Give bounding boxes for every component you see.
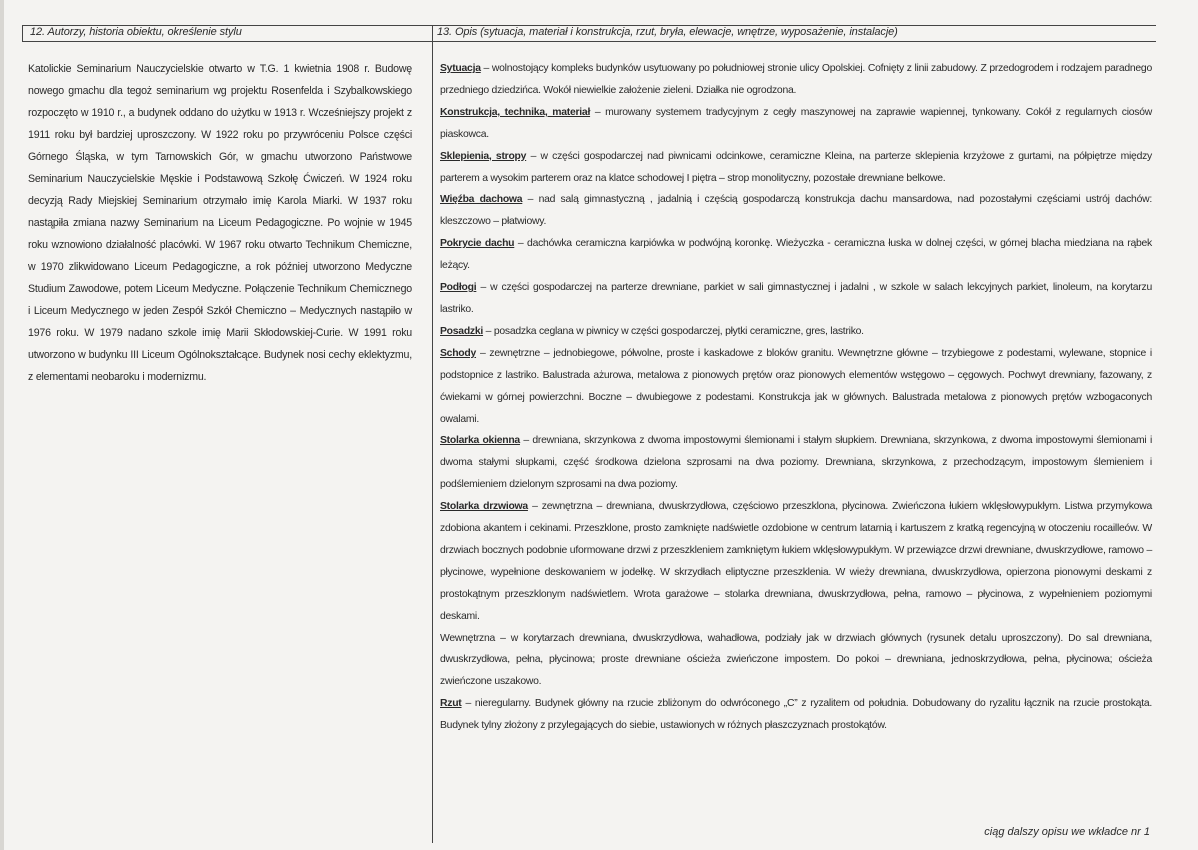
section-text: Wewnętrzna – w korytarzach drewniana, dwuskrzydłowa, wahadłowa, podziały jak w drzwiach głównych (rysunek detalu uproszczony). Do sal drewniana, dwuskrzydłowa, pełna, płycinowa; proste drewniane ościeża zwieńczone impostem. Do pokoi – drewniana, jednoskrzydłowa, pełna, płycinowa; ościeża zwieńczone uszakowo. [440, 632, 1152, 688]
column-divider [432, 25, 433, 843]
history-column [28, 58, 412, 388]
section-term: Sytuacja [440, 63, 481, 74]
description-paragraph [440, 321, 1152, 343]
section-term: Schody [440, 347, 477, 359]
section-text: – zewnętrzne – jednobiegowe, półwolne, proste i kaskadowe z bloków granitu. Wewnętrzne główne – trzybiegowe z podestami, wylewane, stopnice i podstopnice z lastriko. Balustrada ażurowa, metalowa z pionowych prętów oraz pionowych elementów wstęgowo – cęgowych. Pochwyt drewniany, fazowany, z ćwiekami w górnej powierzchni. Boczne – dwubiegowe z podestami. Konstrukcja jak w głównych. Balustrada metalowa z pionowych prętów wzbogaconych owalami. [440, 347, 1152, 425]
section-text: – nad salą gimnastyczną , jadalnią i częścią gospodarczą konstrukcja dachu mansardowa, nad pozostałymi częściami ustrój dachów: kleszczowo – płatwiowy. [440, 194, 1152, 228]
section-text: – nieregularny. Budynek główny na rzucie zbliżonym do odwróconego „C” z ryzalitem od południa. Dobudowany do ryzalitu łącznik na rzucie prostokąta. Budynek tylny złożony z przylegających do siebie, ustawionych w różnych płaszczyznach prostokątów. [440, 698, 1152, 732]
description-paragraph [440, 343, 1152, 431]
section-text: – murowany systemem tradycyjnym z cegły maszynowej na zaprawie wapiennej, tynkowany. Cokół z regularnych ciosów piaskowca. [440, 106, 1153, 140]
description-paragraph [440, 693, 1152, 737]
section-text: – w części gospodarczej nad piwnicami odcinkowe, ceramiczne Kleina, na parterze sklepienia krzyżowe z gurtami, na półpiętrze między parterem a wysokim parterem oraz na klatce schodowej I piętra – strop monolityczny, pozostałe drewniane belkowe. [440, 150, 1152, 184]
description-paragraph [440, 430, 1152, 496]
section-text: – w części gospodarczej na parterze drewniane, parkiet w sali gimnastycznej i jadalni , w szkole w salach lekcyjnych parkiet, linoleum, na korytarzu lastriko. [440, 282, 1152, 315]
description-paragraph [440, 58, 1152, 102]
description-paragraph [440, 102, 1152, 146]
section-text: – wolnostojący kompleks budynków usytuowany po południowej stronie ulicy Opolskiej. Cofnięty z linii zabudowy. Z przedogrodem i rodzajem paradnego przedniego dziedzińca. Wokół niewielkie założenie zieleni. Działka nie ogrodzona. [440, 63, 1152, 96]
section-term: Posadzki [440, 325, 484, 337]
section-term: Stolarka drzwiowa [440, 501, 528, 513]
section-term: Pokrycie dachu [440, 238, 515, 250]
continuation-note: ciąg dalszy opisu we wkładce nr 1 [984, 826, 1150, 838]
section-text: – dachówka ceramiczna karpiówka w podwójną koronkę. Wieżyczka - ceramiczna łuska w dolnej części, w górnej blacha miedziana na rąbek leżący. [440, 238, 1153, 272]
history-text: Katolickie Seminarium Nauczycielskie otwarto w T.G. 1 kwietnia 1908 r. Budowę nowego gmachu dla tegoż seminarium wg projektu Rosenfelda i Szybalkowskiego rozpoczęto w 1910 r., a budynek oddano do użytku w 1913 r. Wcześniejszy projekt z 1911 roku był bardziej uproszczony. W 1922 roku po przywróceniu Polsce części Górnego Śląska, w tym Tarnowskich Gór, w gmachu utworzono Państwowe Seminarium Nauczycielskie Męskie i Podstawową Szkołę Ćwiczeń. W 1924 roku decyzją Rady Miejskiej Seminarium otrzymało imię Karola Miarki. W 1937 roku nastąpiła zmiana nazwy Seminarium na Liceum Pedagogiczne. Po wojnie w 1945 roku wznowiono działalność placówki. W 1967 roku otwarto Technikum Chemiczne, w 1970 zlikwidowano Liceum Pedagogiczne, a rok później utworzono Medyczne Studium Zawodowe, potem Liceum Medyczne. Połączenie Technikum Chemicznego i Liceum Medycznego w jeden Zespół Szkół Chemiczno – Medycznych nastąpiło w 1976 roku. W 1979 nadano szkole imię Marii Skłodowskiej-Curie. W 1991 roku utworzono w budynku III Liceum Ogólnokształcące. Budynek nosi cechy eklektyzmu, z elementami neobaroku i modernizmu. [28, 63, 412, 383]
section-term: Podłogi [440, 282, 477, 294]
section-term: Stolarka okienna [440, 435, 520, 447]
section-text: – zewnętrzna – drewniana, dwuskrzydłowa, częściowo przeszklona, płycinowa. Zwieńczona łukiem wklęsłowypukłym. Listwa przymykowa zdobiona akantem i cekinami. Przeszklone, prosto zamknięte nadświetle ozdobione w centrum latarnią i kartuszem z kratką regencyjną w otoczeniu rocailleów. W drzwiach bocznych podobnie uformowane drzwi z przeszkleniem zamkniętym łukiem wklęsłowypukłym. W przewiązce drzwi drewniane, dwuskrzydłowe, ramowo – płycinowe, wypełnione deskowaniem w jodełkę. W skrzydłach eliptyczne przeszklenia. W wieży drewniana, dwuskrzydłowa, opierzona pionowymi deskami z prostokątnym przeszklonym nadświetlem. Wrota garażowe – stolarka drewniana, dwuskrzydłowa, pełna, ramowo – płycinowa, z wypełnieniem poziomymi deskami. [440, 501, 1152, 622]
description-paragraph [440, 496, 1152, 627]
section-term: Konstrukcja, technika, materiał [440, 106, 591, 118]
page-edge [0, 0, 4, 850]
left-border [22, 25, 23, 41]
section-13-heading: 13. Opis (sytuacja, materiał i konstrukcja, rzut, bryła, elewacje, wnętrze, wyposażenie, instalacje) [437, 26, 898, 38]
section-term: Więźba dachowa [440, 194, 523, 206]
description-paragraph [440, 233, 1152, 277]
section-text: – posadzka ceglana w piwnicy w części gospodarczej, płytki ceramiczne, gres, lastriko. [483, 325, 864, 337]
description-paragraph [440, 277, 1152, 321]
section-term: Rzut [440, 698, 462, 710]
description-paragraph [440, 628, 1152, 694]
heading-rule [22, 41, 1156, 42]
description-paragraph [440, 189, 1152, 233]
description-column [440, 58, 1152, 737]
section-text: – drewniana, skrzynkowa z dwoma impostowymi ślemionami i stałym słupkiem. Drewniana, skrzynkowa, z dwoma impostowymi ślemionami i dwoma stałymi słupkami, część środkowa dzielona szprosami na dwa poziomy. Drewniana, skrzynkowa, z przechodzącym, impostowym ślemieniem i podślemieniem dzielonym szprosami na dwa poziomy. [440, 435, 1152, 491]
description-paragraph [440, 146, 1152, 190]
section-12-heading: 12. Autorzy, historia obiektu, określenie stylu [30, 26, 242, 38]
section-term: Sklepienia, stropy [440, 150, 527, 162]
